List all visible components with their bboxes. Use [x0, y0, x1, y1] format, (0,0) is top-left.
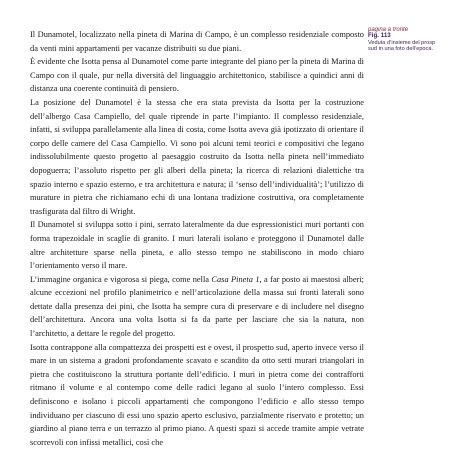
paragraph-5-start: L’immagine organica e vigorosa si piega, come nella [30, 274, 212, 284]
side-caption [368, 27, 450, 53]
caption-line-2: sud in una foto dell’epoca. [368, 46, 433, 53]
paragraph-5-italic-title: Casa Pineta 1 [211, 274, 260, 284]
paragraph-2: È evidente che Isotta pensa al Dunamotel come parte integrante del piano per la pineta di Marina di Campo con il quale, pur nella diversità del linguaggio architettonico, stabilisce a quindici anni di distanza una coerente continuità di pensiero. [30, 57, 364, 94]
paragraph-6: Isotta contrappone alla compattezza dei prospetti est e ovest, il prospetto sud, aperto invece verso il mare in un sistema a gradoni profondamente scavato e scandito da otto setti murari triangolari in pietra che costituiscono la struttura portante dell’edificio. I muri in pietra come dei contrafforti ritmano il volume e al contempo come delle radici legano al suolo l’intero complesso. Essi definiscono e isolano i piccoli appartamenti che compongono l’edificio e allo stesso tempo individuano per ciascuno di essi uno spazio aperto esclusivo, parzialmente riservato e protetto; un giardino al piano terra e un terrazzo al primo piano. A questi spazi si accede tramite ampie vetrate scorrevoli con infissi metallici, così che [30, 342, 364, 447]
paragraph-1: Il Dunamotel, localizzato nella pineta di Marina di Campo, è un complesso residenziale composto da venti mini appartamenti per vacanze distribuiti su due piani. [30, 30, 364, 53]
paragraph-5-end: , a far posto ai maestosi alberi; alcune eccezioni nel profilo planimetrico e nell’articolazione della massa sui fronti laterali sono dettate dalla presenza dei pini, che Isotta ha sempre cura di preservare e di includere nel disegno dell’architettura. Ancora una volta Isotta si fa da parte per lasciare che sia la natura, non l’architetto, a dettare le regole del progetto. [30, 274, 364, 339]
caption-reference: pagina a fronte [368, 27, 409, 33]
paragraph-4: Il Dunamotel si sviluppa sotto i pini, serrato lateralmente da due espressionistici muri portanti con forma trapezoidale in scaglie di granito. I muri laterali isolano e proteggono il Dunamotel dalle altre architetture sparse nella pineta, e allo stesso tempo ne stabiliscono in modo chiaro l’orientamento verso il mare. [30, 220, 364, 271]
paragraph-3: La posizione del Dunamotel è la stessa che era stata prevista da Isotta per la costruzione dell’albergo Casa Campiello, del quale riprende in parte l’impianto. Il complesso residenziale, infatti, si sviluppa parallelamente alla linea di costa, come Isotta aveva già ipotizzato di orientare il corpo delle camere del Casa Campiello. Vi sono poi alcuni temi teorici e compositivi che legano indissolubilmente questo progetto al paesaggio costruito da Isotta nella pineta nell’immediato dopoguerra; l’assoluto rispetto per gli alberi della pineta; la ricerca di relazioni dialettiche tra spazio interno e spazio esterno, e tra architettura e natura; il ‘senso dell’individualità’; l’utilizzo di murature in pietra che richiamano echi di una lontana tradizione costruttiva, ora completamente trasfigurata dal filtro di Wright. [30, 97, 364, 216]
body-text [30, 28, 364, 449]
paragraph-5 [30, 273, 364, 341]
caption-line-1: Veduta d’insieme del prosp [368, 39, 436, 46]
figure-number: Fig. 113 [368, 32, 391, 40]
